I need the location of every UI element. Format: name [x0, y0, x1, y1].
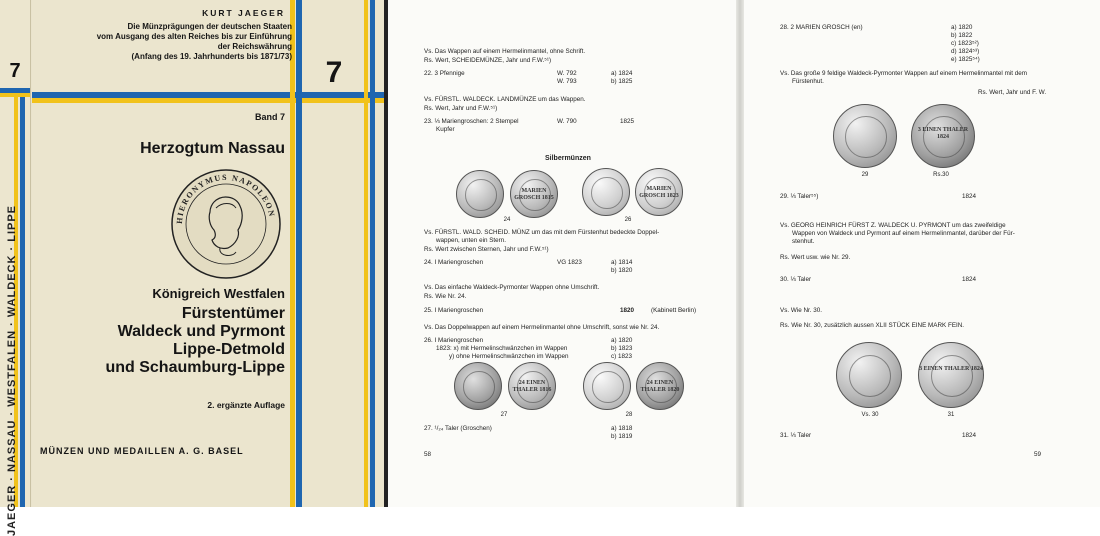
entry-year: b) 1822 — [951, 32, 973, 39]
entry-ref: VG 1823 — [557, 259, 582, 266]
text-line: Vs. FÜRSTL. WALD. SCHEID. MÜNZ um das mit dem Fürstenhut bedeckte Doppel- — [424, 229, 660, 236]
entry-year: c) 1823⁵²) — [951, 40, 979, 47]
subtitle-line: (Anfang des 19. Jahrhunderts bis 1871/73) — [131, 52, 292, 61]
coin-image — [454, 362, 502, 410]
entry-year: c) 1823 — [611, 353, 633, 360]
text-line: Rs. Wert, SCHEIDEMÜNZE, Jahr und F.W.⁵¹) — [424, 57, 552, 64]
cover-yellow-edge-stripe — [364, 0, 368, 507]
title-line: Lippe-Detmold — [173, 341, 285, 358]
coin-image — [636, 362, 684, 410]
coin-image — [836, 342, 902, 408]
cover-yellow-vertical-stripe — [290, 0, 295, 507]
coin-image — [833, 104, 897, 168]
cover-volume-number: 7 — [325, 56, 343, 89]
spine-title: JAEGER · NASSAU · WESTFALEN · WALDECK · LIPPE — [6, 204, 18, 536]
entry-note: (Kabinett Berlin) — [651, 307, 697, 314]
coin-image — [456, 170, 504, 218]
entry-year: a) 1818 — [611, 425, 633, 432]
subtitle-line: vom Ausgang des alten Reiches bis zur Einführung — [96, 32, 292, 41]
text-line: Vs. FÜRSTL. WALDECK. LANDMÜNZE um das Wappen. — [424, 96, 586, 103]
entry-name: 27. ¹/₂₄ Taler (Groschen) — [424, 425, 492, 432]
coin-caption: 28 — [625, 412, 633, 418]
text-line: Vs. Das einfache Waldeck-Pyrmonter Wappen ohne Umschrift. — [424, 284, 600, 291]
coin-inscription: 24 EINEN THALER 1816 — [512, 379, 552, 393]
title-line: und Schaumburg-Lippe — [105, 359, 285, 376]
coin-image — [635, 168, 683, 216]
text-line: Rs. Wert, Jahr und F. W. — [978, 89, 1047, 96]
entry-year: b) 1825 — [611, 78, 633, 85]
entry-name: 30. ⅓ Taler — [780, 276, 812, 283]
entry-ref: W. 793 — [557, 78, 577, 85]
entry-name: 28. 2 MARIEN GROSCH (en) — [780, 24, 863, 31]
coin-caption: 27 — [500, 412, 508, 418]
cover-blue-edge-stripe — [370, 0, 375, 507]
text-line: Vs. GEORG HEINRICH FÜRST Z. WALDECK U. PYRMONT um das zweifeldige — [780, 222, 1006, 229]
entry-material: Kupfer — [436, 126, 455, 133]
entry-name: 25. I Mariengroschen — [424, 307, 484, 314]
text-line: Fürstenhut. — [792, 78, 824, 85]
subtitle-line: Die Münzprägungen der deutschen Staaten — [127, 22, 292, 31]
coin-inscription: 24 EINEN THALER 1820 — [640, 379, 680, 393]
coin-caption: 31 — [947, 412, 955, 418]
entry-year: e) 1825⁵⁴) — [951, 56, 980, 63]
entry-year: 1820 — [620, 307, 635, 314]
coin-inscription: MARIEN GROSCH 1823 — [639, 185, 679, 199]
text-line: Rs. Wie Nr. 24. — [424, 293, 467, 300]
entry-name: 24. I Mariengroschen — [424, 259, 484, 266]
entry-name: 26. I Mariengroschen — [424, 337, 484, 344]
spine-blue-vertical-stripe — [20, 97, 25, 507]
page-number: 59 — [1034, 451, 1042, 458]
cover-band: Band 7 — [254, 112, 285, 122]
text-line: Vs. Wie Nr. 30. — [780, 307, 822, 314]
cover-title-nassau: Herzogtum Nassau — [140, 140, 285, 157]
entry-ref: W. 790 — [557, 118, 577, 125]
entry-year: a) 1814 — [611, 259, 633, 266]
cover-title-westfalen: Königreich Westfalen — [152, 286, 285, 301]
entry-year: d) 1824⁵³) — [951, 48, 980, 55]
subtitle-line: der Reichswährung — [217, 42, 292, 51]
cover-title-fuerstentuemer — [70, 305, 285, 377]
text-line: Rs. Wie Nr. 30, zusätzlich aussen XLII STÜCK EINE MARK FEIN. — [780, 322, 965, 329]
section-heading: Silbermünzen — [545, 155, 591, 162]
entry-name: 29. ⅓ Taler⁵⁵) — [780, 193, 819, 200]
coin-caption: Rs.30 — [933, 172, 949, 178]
entry-year: 1824 — [962, 193, 977, 200]
cover-yellow-horizontal-stripe — [32, 98, 384, 103]
entry-ref: W. 792 — [557, 70, 577, 77]
coin-caption: 24 — [503, 217, 511, 223]
coin-inscription: 3 EINEN THALER 1824 — [919, 366, 983, 373]
title-line: Fürstentümer — [181, 305, 285, 322]
text-line: stenhut. — [792, 238, 815, 245]
coin-caption: 29 — [861, 172, 869, 178]
coin-inscription: 3 EINEN THALER 1824 — [917, 127, 969, 141]
entry-name: 23. ⅓ Mariengroschen: 2 Stempel — [424, 118, 519, 125]
text-line: Rs. Wert usw. wie Nr. 29. — [780, 254, 851, 261]
spine-volume-number: 7 — [9, 60, 21, 82]
text-line: Vs. Das Doppelwappen auf einem Hermelinmantel ohne Umschrift, sonst wie Nr. 24. — [424, 324, 660, 331]
book-gutter — [736, 0, 744, 507]
entry-year: 1824 — [962, 276, 977, 283]
coin-image — [582, 168, 630, 216]
cover-blue-vertical-stripe — [296, 0, 302, 507]
text-line: wappen, unten ein Stern. — [436, 237, 507, 244]
cover-author: KURT JAEGER — [202, 8, 285, 18]
coin-image — [510, 170, 558, 218]
entry-name: 31. ⅓ Taler — [780, 432, 812, 439]
title-line: Waldeck und Pyrmont — [117, 323, 285, 340]
entry-year: b) 1823 — [611, 345, 633, 352]
coin-caption: 26 — [624, 217, 632, 223]
entry-name: 22. 3 Pfennige — [424, 70, 465, 77]
cover-subtitle — [60, 22, 292, 62]
entry-year: a) 1824 — [611, 70, 633, 77]
text-line: Vs. Das große 9 feldige Waldeck-Pyrmonter Wappen auf einem Hermelinmantel mit dem — [780, 70, 1027, 77]
entry-variant: y) ohne Hermelinschwänzchen im Wappen — [449, 353, 569, 360]
text-line: Vs. Das Wappen auf einem Hermelinmantel, ohne Schrift. — [424, 48, 586, 55]
medallion-legend: HIERONYMUS NAPOLEON — [174, 172, 277, 225]
cover-edition: 2. ergänzte Auflage — [207, 400, 285, 410]
entry-year: a) 1820 — [611, 337, 633, 344]
entry-year: b) 1819 — [611, 433, 633, 440]
napoleon-medallion-icon — [170, 168, 282, 280]
coin-image — [911, 104, 975, 168]
coin-caption: Vs. 30 — [861, 412, 879, 418]
page-number: 58 — [424, 451, 432, 458]
text-line: Wappen von Waldeck und Pyrmont auf einem Hermelinmantel, darüber der Für- — [792, 230, 1015, 237]
entry-year: b) 1820 — [611, 267, 633, 274]
entry-year: 1825 — [620, 118, 635, 125]
text-line: Rs. Wert zwischen Sternen, Jahr und F.W.⁵¹) — [424, 246, 549, 253]
coin-image — [583, 362, 631, 410]
coin-image — [508, 362, 556, 410]
entry-variant: 1823: x) mit Hermelinschwänzchen im Wappen — [436, 345, 568, 352]
text-line: Rs. Wert, Jahr und F.W.⁵¹) — [424, 105, 498, 112]
entry-year: 1824 — [962, 432, 977, 439]
coin-inscription: MARIEN GROSCH 1815 — [514, 187, 554, 201]
cover-publisher: MÜNZEN UND MEDAILLEN A. G. BASEL — [40, 446, 244, 456]
coin-image — [918, 342, 984, 408]
entry-year: a) 1820 — [951, 24, 973, 31]
